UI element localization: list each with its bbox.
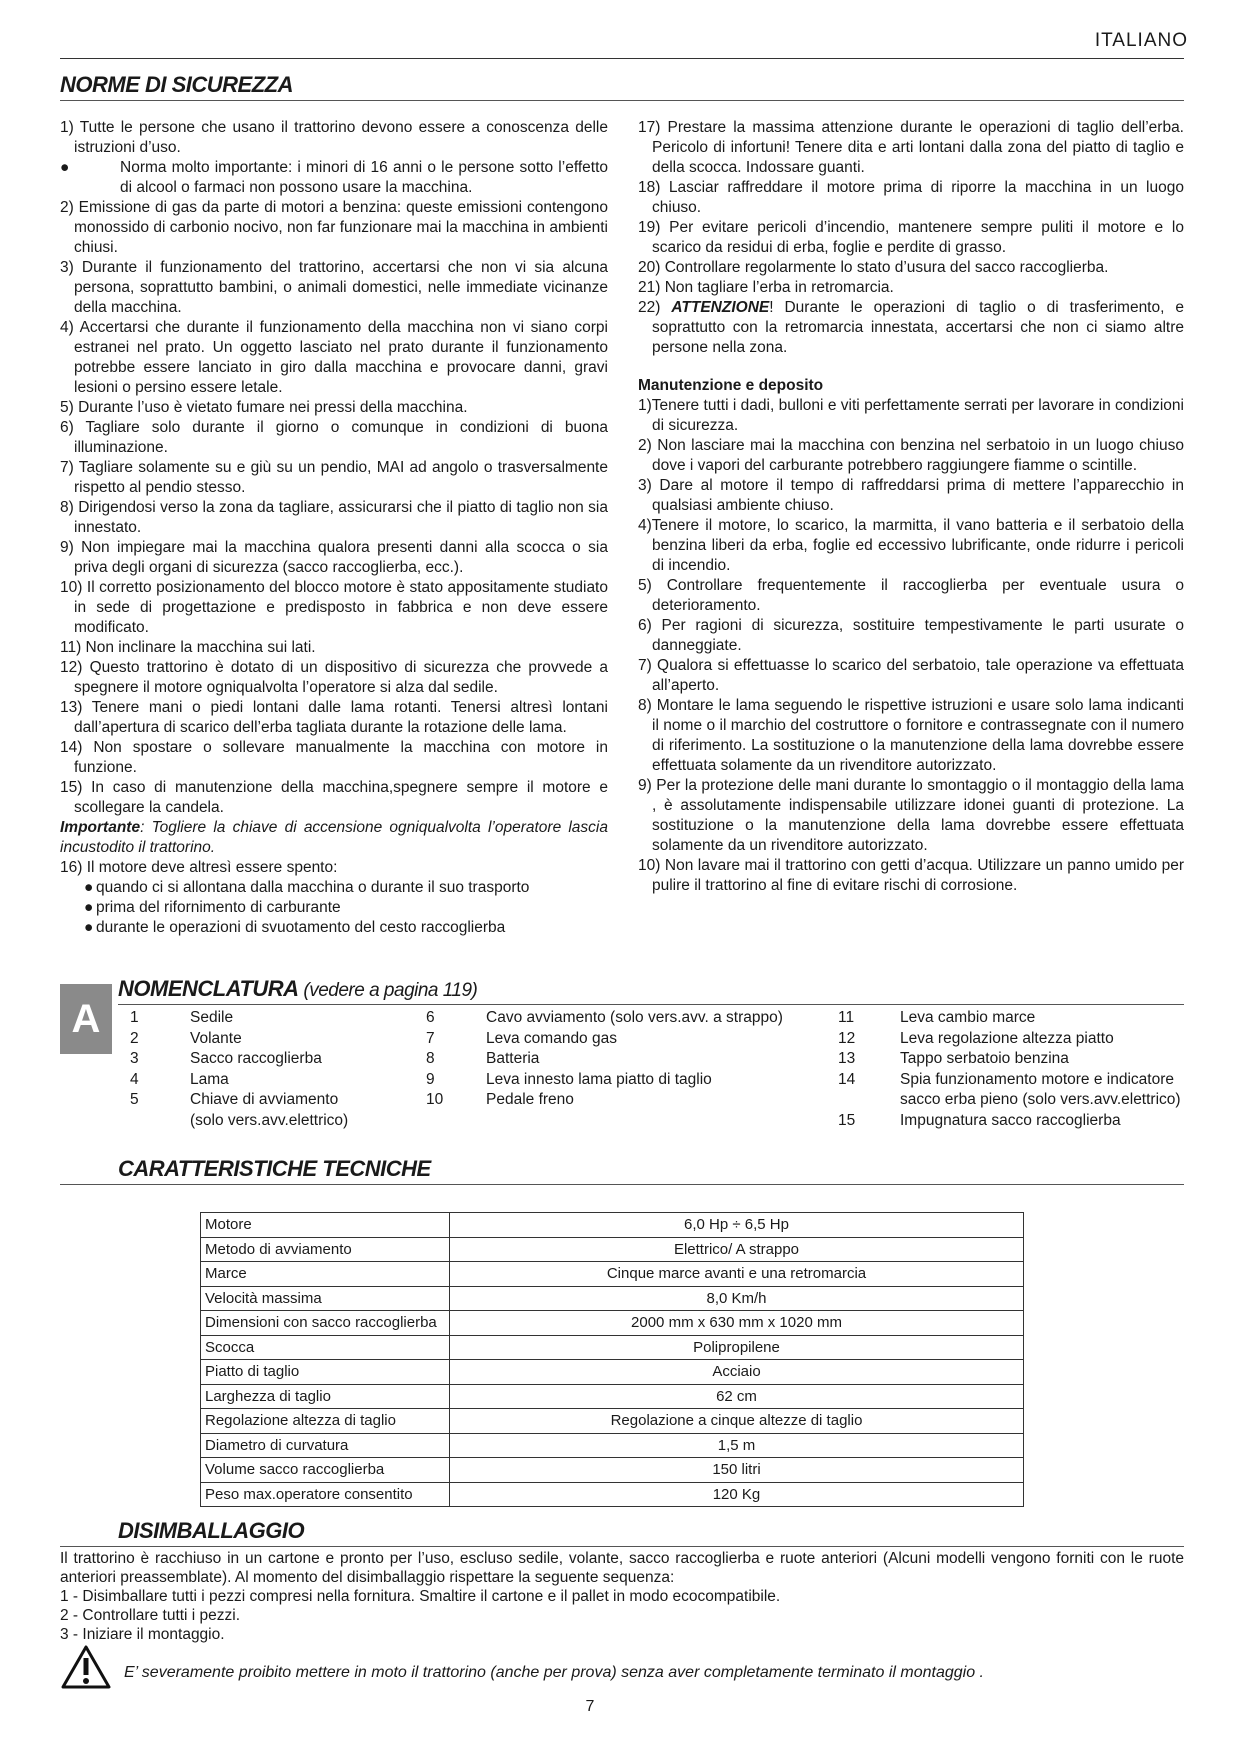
unpacking-step: 1 - Disimballare tutti i pezzi compresi nella fornitura. Smaltire il cartone e il pallet in modo ecocompatibile. (60, 1588, 781, 1605)
specs-rule (60, 1184, 1184, 1185)
bullet-icon: ● (84, 899, 94, 916)
table-row: Peso max.operatore consentito 120 Kg (201, 1482, 1024, 1507)
maintenance-item: 4)Tenere il motore, lo scarico, la marmitta, il vano batteria e il serbatoio della benzina liberi da erba, foglie ed eccessivo lubrificante, onde ridurre i pericoli di incendio. (638, 517, 1184, 574)
safety-item: 13) Tenere mani o piedi lontani dalle lama rotanti. Tenersi altresì lontani dall’apertura di scarico dell’erba tagliata durante la rotazione delle lama. (60, 699, 608, 736)
nomenclature-row: 2 Volante (130, 1029, 242, 1047)
safety-item: 15) In caso di manutenzione della macchina,spegnere sempre il motore e scollegare la candela. (60, 779, 608, 816)
nomenclature-column-3 (838, 1008, 1181, 1131)
table-row: Piatto di taglio Acciaio (201, 1360, 1024, 1385)
maintenance-item: 8) Montare le lama seguendo le rispettive istruzioni e usare solo lama indicanti il nome o il marchio del costruttore o fornitore e contrassegnate con il numero di riferimento. La sostituzione o la manutenzione della lama dovrebbe essere effettuata solamente da un rivenditore autorizzato. (638, 697, 1184, 774)
maintenance-item: 7) Qualora si effettuasse lo scarico del serbatoio, tale operazione va effettuata all’aperto. (638, 657, 1184, 694)
table-row: Scocca Polipropilene (201, 1335, 1024, 1360)
specs-title: CARATTERISTICHE TECNICHE (118, 1156, 431, 1181)
nomenclature-page-ref: (vedere a pagina 119) (303, 980, 478, 1001)
nomenclature-row: 6 Cavo avviamento (solo vers.avv. a strappo) (426, 1009, 783, 1026)
nomenclature-row: 11 Leva cambio marce (838, 1009, 1036, 1026)
nomenclature-column-2 (426, 1008, 783, 1111)
maintenance-item: 3) Dare al motore il tempo di raffreddarsi prima di mettere l’apparecchio in qualsiasi ambiente chiuso. (638, 477, 1184, 514)
table-row: Marce Cinque marce avanti e una retromarcia (201, 1262, 1024, 1287)
safety-item: 9) Non impiegare mai la macchina qualora presenti danni alla scocca o sia priva degli organi di sicurezza (sacco raccoglierba, ecc.). (60, 539, 608, 576)
specs-table (200, 1212, 1024, 1507)
safety-item: 11) Non inclinare la macchina sui lati. (60, 639, 316, 656)
nomenclature-row: (solo vers.avv.elettrico) (190, 1111, 349, 1129)
safety-bullet: ● Norma molto importante: i minori di 16 anni o le persone sotto l’effetto di alcool o farmaci non possono usare la macchina. (60, 159, 608, 196)
table-row: Metodo di avviamento Elettrico/ A strappo (201, 1237, 1024, 1262)
important-note: Importante: Togliere la chiave di accensione ogniqualvolta l’operatore lascia incustodito il trattorino. (60, 819, 608, 856)
maintenance-item: 9) Per la protezione delle mani durante lo smontaggio o il montaggio della lama , è assolutamente indispensabile utilizzare idonei guanti di protezione. La sostituzione o la manutenzione della lama dovrebbe essere effettuata solamente da un rivenditore autorizzato. (638, 777, 1184, 854)
table-row: Velocità massima 8,0 Km/h (201, 1286, 1024, 1311)
nomenclature-row: 4 Lama (130, 1070, 229, 1088)
nomenclature-row: 13 Tappo serbatoio benzina (838, 1050, 1069, 1067)
safety-subitem: ● quando ci si allontana dalla macchina o durante il suo trasporto (84, 879, 530, 896)
safety-item: 10) Il corretto posizionamento del blocco motore è stato appositamente studiato in sede di progettazione e predisposto in fabbrica e non deve essere modificato. (60, 579, 608, 636)
nomenclature-row: 10 Pedale freno (426, 1091, 574, 1108)
nomenclature-row: 14 Spia funzionamento motore e indicatore (838, 1070, 1174, 1088)
unpacking-intro: Il trattorino è racchiuso in un cartone e pronto per l’uso, escluso sedile, volante, sacco raccoglierba e ruote anteriori (Alcuni modelli vengono forniti con le ruote anteriori preassemblate). Al momento del disimballaggio rispettare la seguente sequenza: (60, 1550, 1184, 1586)
nomenclature-row: 5 Chiave di avviamento (130, 1091, 339, 1108)
safety-item: 18) Lasciar raffreddare il motore prima di riporre la macchina in un luogo chiuso. (638, 179, 1184, 216)
maintenance-item: 5) Controllare frequentemente il raccoglierba per eventuale usura o deterioramento. (638, 577, 1184, 614)
nomenclature-row: 8 Batteria (426, 1050, 540, 1067)
nomenclature-row: 3 Sacco raccoglierba (130, 1050, 322, 1067)
safety-item: 6) Tagliare solo durante il giorno o comunque in condizioni di buona illuminazione. (60, 419, 608, 456)
safety-item: 21) Non tagliare l’erba in retromarcia. (638, 279, 894, 296)
safety-subitem: ● durante le operazioni di svuotamento del cesto raccoglierba (84, 919, 506, 936)
nomenclature-row: 7 Leva comando gas (426, 1029, 617, 1047)
safety-subitem: ● prima del rifornimento di carburante (84, 899, 341, 916)
table-row: Volume sacco raccoglierba 150 litri (201, 1458, 1024, 1483)
safety-item: 1) Tutte le persone che usano il trattorino devono essere a conoscenza delle istruzioni d’uso. (60, 119, 608, 156)
safety-item: 14) Non spostare o sollevare manualmente la macchina con motore in funzione. (60, 739, 608, 776)
warning-text: E’ severamente proibito mettere in moto il trattorino (anche per prova) senza aver completamente terminato il montaggio . (124, 1664, 984, 1681)
safety-item: 7) Tagliare solamente su e giù su un pendio, MAI ad angolo o trasversalmente rispetto al pendio stesso. (60, 459, 608, 496)
unpacking-text (60, 1549, 1184, 1644)
maintenance-item: 1)Tenere tutti i dadi, bulloni e viti perfettamente serrati per lavorare in condizioni di sicurezza. (638, 397, 1184, 434)
maintenance-item: 2) Non lasciare mai la macchina con benzina nel serbatoio in un luogo chiuso dove i vapori del carburante potrebbero raggiungere fiamme o scintille. (638, 437, 1184, 474)
attention-item: 22) ATTENZIONE! Durante le operazioni di taglio o di trasferimento, e soprattutto con la retromarcia innestata, accertarsi che non ci siamo altre persone nella zona. (638, 299, 1184, 356)
safety-rule (60, 100, 1184, 101)
maintenance-item: 10) Non lavare mai il trattorino con getti d’acqua. Utilizzare un panno umido per pulire il trattorino al fine di evitare rischi di corrosione. (638, 857, 1184, 894)
bullet-icon: ● (84, 919, 94, 936)
bullet-icon: ● (60, 159, 70, 176)
page-number: 7 (585, 1698, 595, 1715)
language-label: ITALIANO (1094, 30, 1188, 51)
unpacking-step: 3 - Iniziare il montaggio. (60, 1626, 225, 1643)
warning-triangle-icon (60, 1644, 112, 1690)
table-row: Dimensioni con sacco raccoglierba 2000 mm x 630 mm x 1020 mm (201, 1311, 1024, 1336)
table-row: Diametro di curvatura 1,5 m (201, 1433, 1024, 1458)
safety-item: 17) Prestare la massima attenzione durante le operazioni di taglio dell’erba. Pericolo di infortuni! Tenere dita e arti lontani dalla zona del piatto di taglio e della scocca. Indossare guanti. (638, 119, 1184, 176)
nomenclature-row: sacco erba pieno (solo vers.avv.elettrico) (900, 1091, 1181, 1108)
unpacking-rule (60, 1546, 1184, 1547)
safety-item: 12) Questo trattorino è dotato di un dispositivo di sicurezza che provvede a spegnere il motore ogniqualvolta l’operatore si alza dal sedile. (60, 659, 608, 696)
safety-item: 8) Dirigendosi verso la zona da tagliare, assicurarsi che il piatto di taglio non sia innestato. (60, 499, 608, 536)
safety-title: NORME DI SICUREZZA (60, 72, 293, 97)
header-rule (60, 58, 1184, 59)
table-row: Larghezza di taglio 62 cm (201, 1384, 1024, 1409)
nomenclature-column-1 (130, 1008, 348, 1131)
safety-item: 3) Durante il funzionamento del trattorino, accertarsi che non vi sia alcuna persona, soprattutto bambini, o animali domestici, nelle immediate vicinanze della macchina. (60, 259, 608, 316)
unpacking-step: 2 - Controllare tutti i pezzi. (60, 1607, 241, 1624)
table-row: Motore 6,0 Hp ÷ 6,5 Hp (201, 1213, 1024, 1238)
safety-item: 5) Durante l’uso è vietato fumare nei pressi della macchina. (60, 399, 468, 416)
safety-right-column (638, 118, 1184, 896)
nomenclature-row: 15 Impugnatura sacco raccoglierba (838, 1111, 1121, 1129)
safety-item: 16) Il motore deve altresì essere spento: (60, 859, 338, 876)
table-row: Regolazione altezza di taglio Regolazione a cinque altezze di taglio (201, 1409, 1024, 1434)
nomenclature-row: 1 Sedile (130, 1009, 234, 1026)
nomenclature-row: 9 Leva innesto lama piatto di taglio (426, 1070, 712, 1088)
safety-item: 4) Accertarsi che durante il funzionamento della macchina non vi siano corpi estranei nel prato. Un oggetto lasciato nel prato durante il funzionamento potrebbe essere lanciato in giro dalla macchina e provocare danni, gravi lesioni o persino essere letale. (60, 319, 608, 396)
safety-item: 20) Controllare regolarmente lo stato d’usura del sacco raccoglierba. (638, 259, 1109, 276)
safety-item: 2) Emissione di gas da parte di motori a benzina: queste emissioni contengono monossido di carbonio nocivo, non far funzionare mai la macchina in ambienti chiusi. (60, 199, 608, 256)
bullet-icon: ● (84, 879, 94, 896)
safety-left-column (60, 118, 608, 938)
nomenclature-row: 12 Leva regolazione altezza piatto (838, 1029, 1114, 1047)
unpacking-title: DISIMBALLAGGIO (118, 1518, 305, 1543)
maintenance-item: 6) Per ragioni di sicurezza, sostituire tempestivamente le parti usurate o danneggiate. (638, 617, 1184, 654)
nomenclature-title: NOMENCLATURA (vedere a pagina 119) (118, 976, 478, 1001)
safety-item: 19) Per evitare pericoli d’incendio, mantenere sempre puliti il motore e lo scarico da residui di erba, foglie e perdite di grasso. (638, 219, 1184, 256)
maintenance-title: Manutenzione e deposito (638, 377, 824, 394)
nomenclature-rule (118, 1004, 1184, 1005)
section-letter-badge: A (60, 984, 112, 1054)
